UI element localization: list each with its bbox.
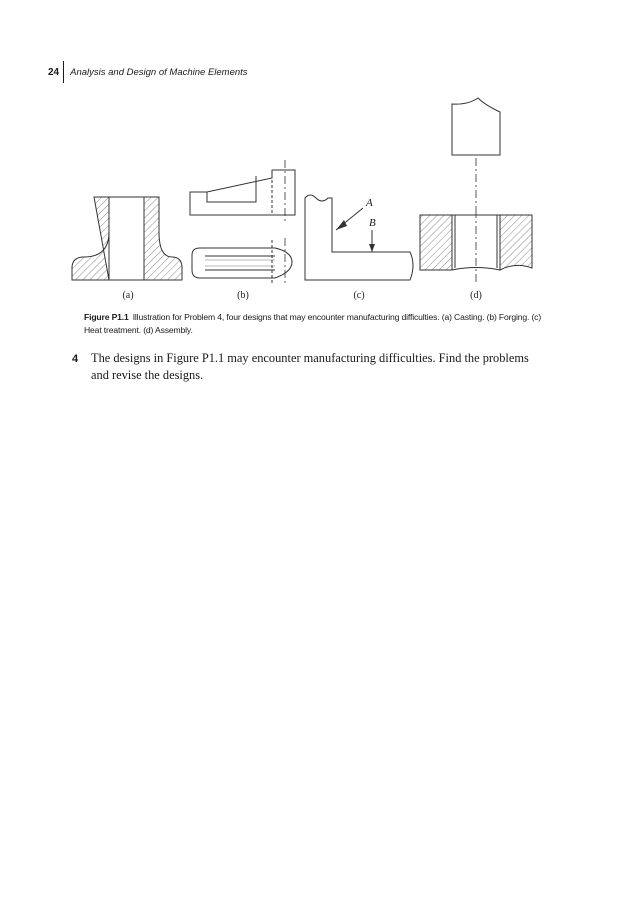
- figure-caption: [84, 311, 544, 337]
- page-number: 24: [48, 66, 60, 78]
- figure-p1-1: [60, 90, 560, 305]
- problem-number: 4: [72, 353, 79, 365]
- caption-label: Figure P1.1: [84, 312, 129, 322]
- page-header: [48, 62, 248, 82]
- subfigure-b-forging: [190, 160, 295, 285]
- subfigure-label-a: (a): [122, 290, 134, 301]
- subfigure-label-b: (b): [237, 290, 249, 301]
- problem-text: The designs in Figure P1.1 may encounter manufacturing difficulties. Find the problems and revise the designs.: [91, 351, 529, 382]
- label-b-marker: B: [369, 217, 376, 229]
- header-divider: [63, 61, 64, 83]
- subfigure-label-d: (d): [470, 290, 482, 301]
- subfigure-label-c: (c): [353, 290, 365, 301]
- subfigure-a-casting: [72, 197, 182, 280]
- subfigure-c-heat-treatment: [305, 195, 413, 280]
- problem-item: [72, 350, 542, 384]
- running-title: Analysis and Design of Machine Elements: [70, 66, 248, 78]
- figure-drawing: [60, 90, 560, 305]
- label-a-marker: A: [366, 197, 373, 209]
- subfigure-d-assembly: [420, 98, 532, 282]
- caption-text: Illustration for Problem 4, four designs that may encounter manufacturing difficulties. (a) Casting. (b) Forging. (c) Heat treatment. (d) Assembly.: [84, 312, 542, 335]
